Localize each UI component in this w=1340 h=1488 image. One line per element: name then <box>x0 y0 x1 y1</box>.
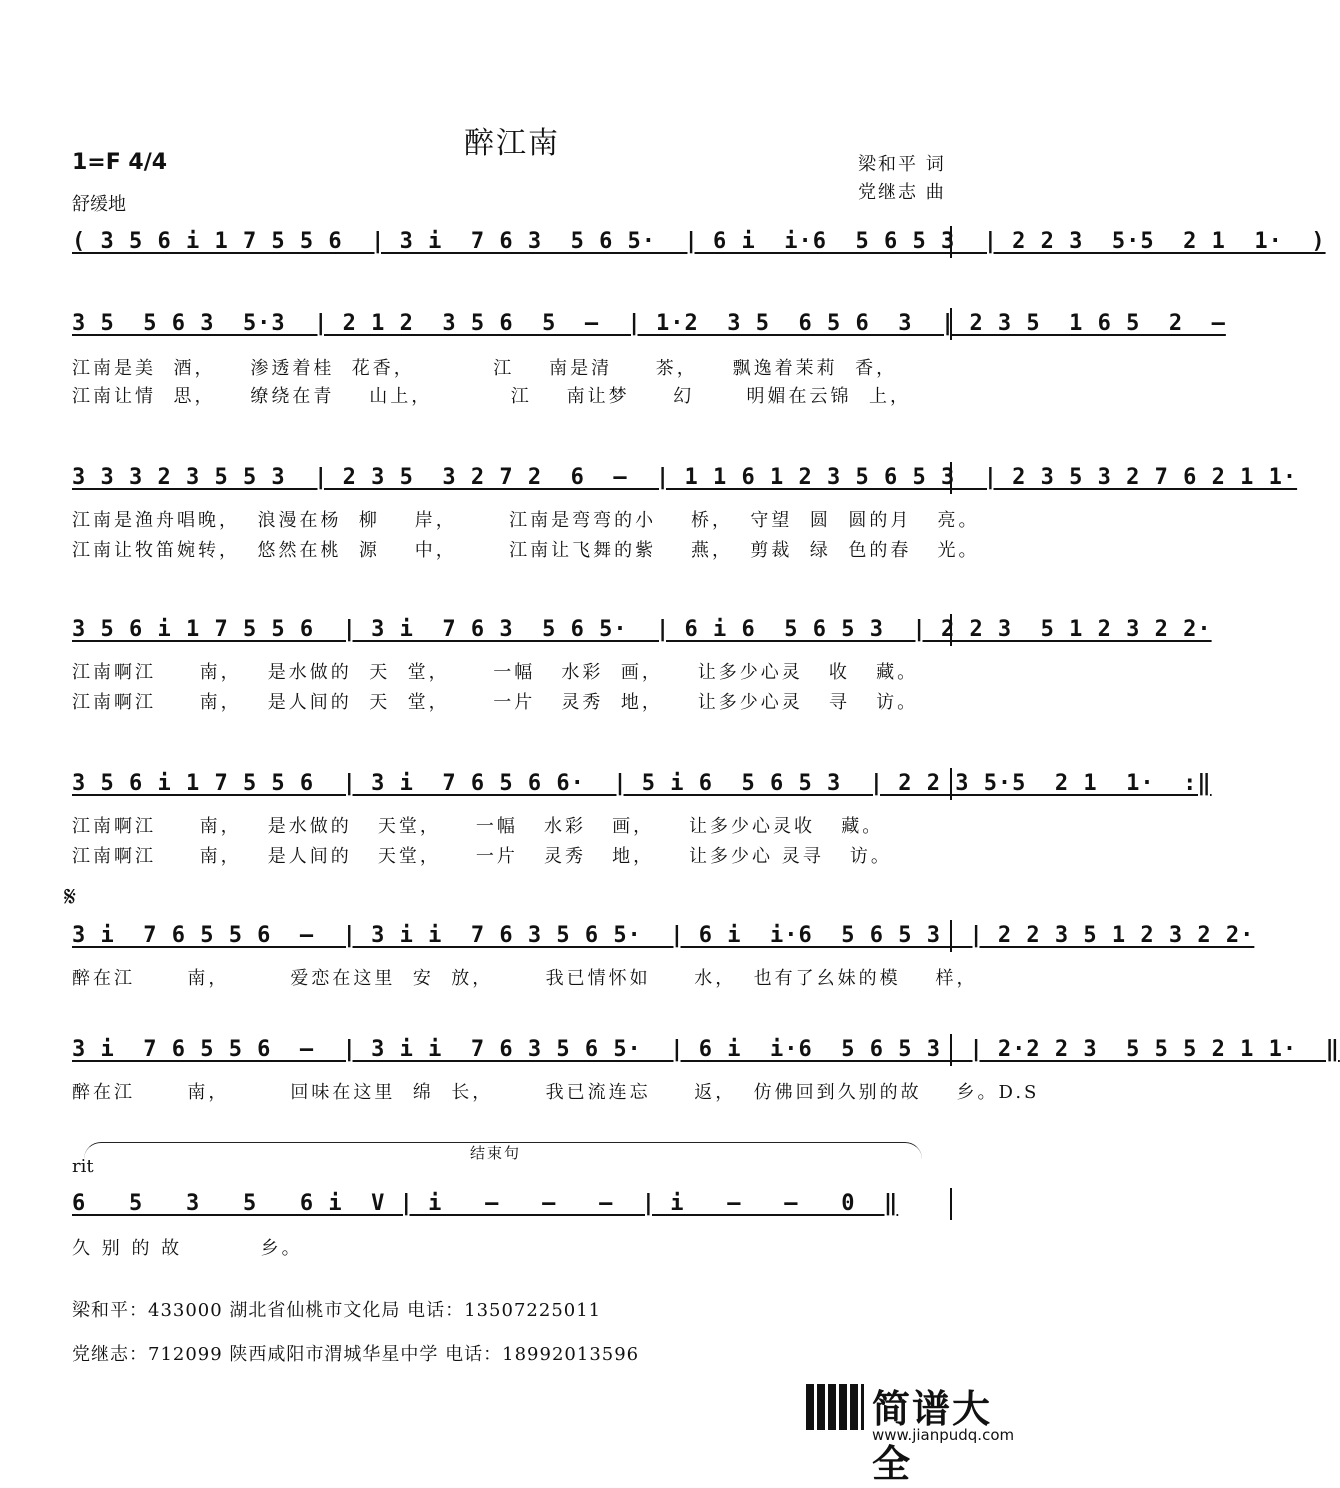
notation-row-2: 3 5 5 6 3 5·3 | 2 1 2 3 5 6 5 – | 1·2 3 5 6 5 6 3 | 2 3 5 1 6 5 2 – <box>72 308 952 340</box>
notation-row-3: 3 3 3 2 3 5 5 3 | 2 3 5 3 2 7 2 6 – | 1 1 6 1 2 3 5 6 5 3 | 2 3 5 3 2 7 6 2 1 1· <box>72 462 952 494</box>
logo-url: www.jianpudq.com <box>872 1426 1015 1444</box>
lyric-row-5b: 江南啊江 南， 是人间的 天堂， 一片 灵秀 地， 让多少心 灵寻 访。 <box>72 846 892 867</box>
ending-notation: 6 5 3 5 6 i V | i – – – | i – – 0 ‖ <box>72 1188 952 1220</box>
ending-lyric: 久 别 的 故 乡。 <box>72 1238 303 1259</box>
lyricist-credit: 梁和平 词 <box>858 154 946 175</box>
lyric-row-2b: 江南让情 思， 缭绕在青 山上， 江 南让梦 幻 明媚在云锦 上， <box>72 386 911 407</box>
contact-lyricist: 梁和平：433000 湖北省仙桃市文化局 电话：13507225011 <box>72 1300 602 1321</box>
lyric-row-6: 醉在江 南， 爱恋在这里 安 放， 我已情怀如 水， 也有了幺妹的模 样， <box>72 968 978 989</box>
lyric-row-2a: 江南是美 酒， 渗透着桂 花香， 江 南是清 茶， 飘逸着茉莉 香， <box>72 358 898 379</box>
notation-row-5: 3 5 6 i 1 7 5 5 6 | 3 i 7 6 5 6 6· | 5 i 6 5 6 5 3 | 2 2 3 5·5 2 1 1· :‖ <box>72 768 952 800</box>
tempo-marking: 舒缓地 <box>72 194 126 215</box>
contact-composer: 党继志：712099 陕西咸阳市渭城华星中学 电话：18992013596 <box>72 1344 640 1365</box>
lyric-row-4a: 江南啊江 南， 是水做的 天 堂， 一幅 水彩 画， 让多少心灵 收 藏。 <box>72 662 919 683</box>
lyric-row-4b: 江南啊江 南， 是人间的 天 堂， 一片 灵秀 地， 让多少心灵 寻 访。 <box>72 692 919 713</box>
ritardando-marking: rit <box>72 1156 94 1177</box>
notation-row-4: 3 5 6 i 1 7 5 5 6 | 3 i 7 6 3 5 6 5· | 6 i 6 5 6 5 3 | 2 2 3 5 1 2 3 2 2· <box>72 614 952 646</box>
lyric-row-3b: 江南让牧笛婉转， 悠然在桃 源 中， 江南让飞舞的紫 燕， 剪裁 绿 色的春 光。 <box>72 540 980 561</box>
song-title: 醉江南 <box>464 126 560 161</box>
lyric-row-7: 醉在江 南， 回味在这里 绵 长， 我已流连忘 返， 仿佛回到久别的故 乡。D.S <box>72 1082 1040 1103</box>
key-signature: 1=F 4/4 <box>72 150 168 175</box>
site-logo[interactable] <box>800 1378 1024 1486</box>
notation-row-7: 3 i 7 6 5 5 6 – | 3 i i 7 6 3 5 6 5· | 6 i i·6 5 6 5 3 | 2·2 2 3 5 5 5 2 1 1· ‖ <box>72 1034 952 1066</box>
composer-credit: 党继志 曲 <box>858 182 946 203</box>
logo-text: 简谱大全 <box>872 1387 993 1486</box>
piano-keys-icon <box>806 1384 864 1430</box>
lyric-row-3a: 江南是渔舟唱晚， 浪漫在杨 柳 岸， 江南是弯弯的小 桥， 守望 圆 圆的月 亮。 <box>72 510 980 531</box>
segno-sign: 𝄋 <box>64 880 77 913</box>
notation-row-6: 3 i 7 6 5 5 6 – | 3 i i 7 6 3 5 6 5· | 6 i i·6 5 6 5 3 | 2 2 3 5 1 2 3 2 2· <box>72 920 952 952</box>
ending-label: 结束句 <box>470 1144 522 1162</box>
notation-row-1: ( 3 5 6 i 1 7 5 5 6 | 3 i 7 6 3 5 6 5· | 6 i i·6 5 6 5 3 | 2 2 3 5·5 2 1 1· ) <box>72 226 952 258</box>
lyric-row-5a: 江南啊江 南， 是水做的 天堂， 一幅 水彩 画， 让多少心灵收 藏。 <box>72 816 884 837</box>
